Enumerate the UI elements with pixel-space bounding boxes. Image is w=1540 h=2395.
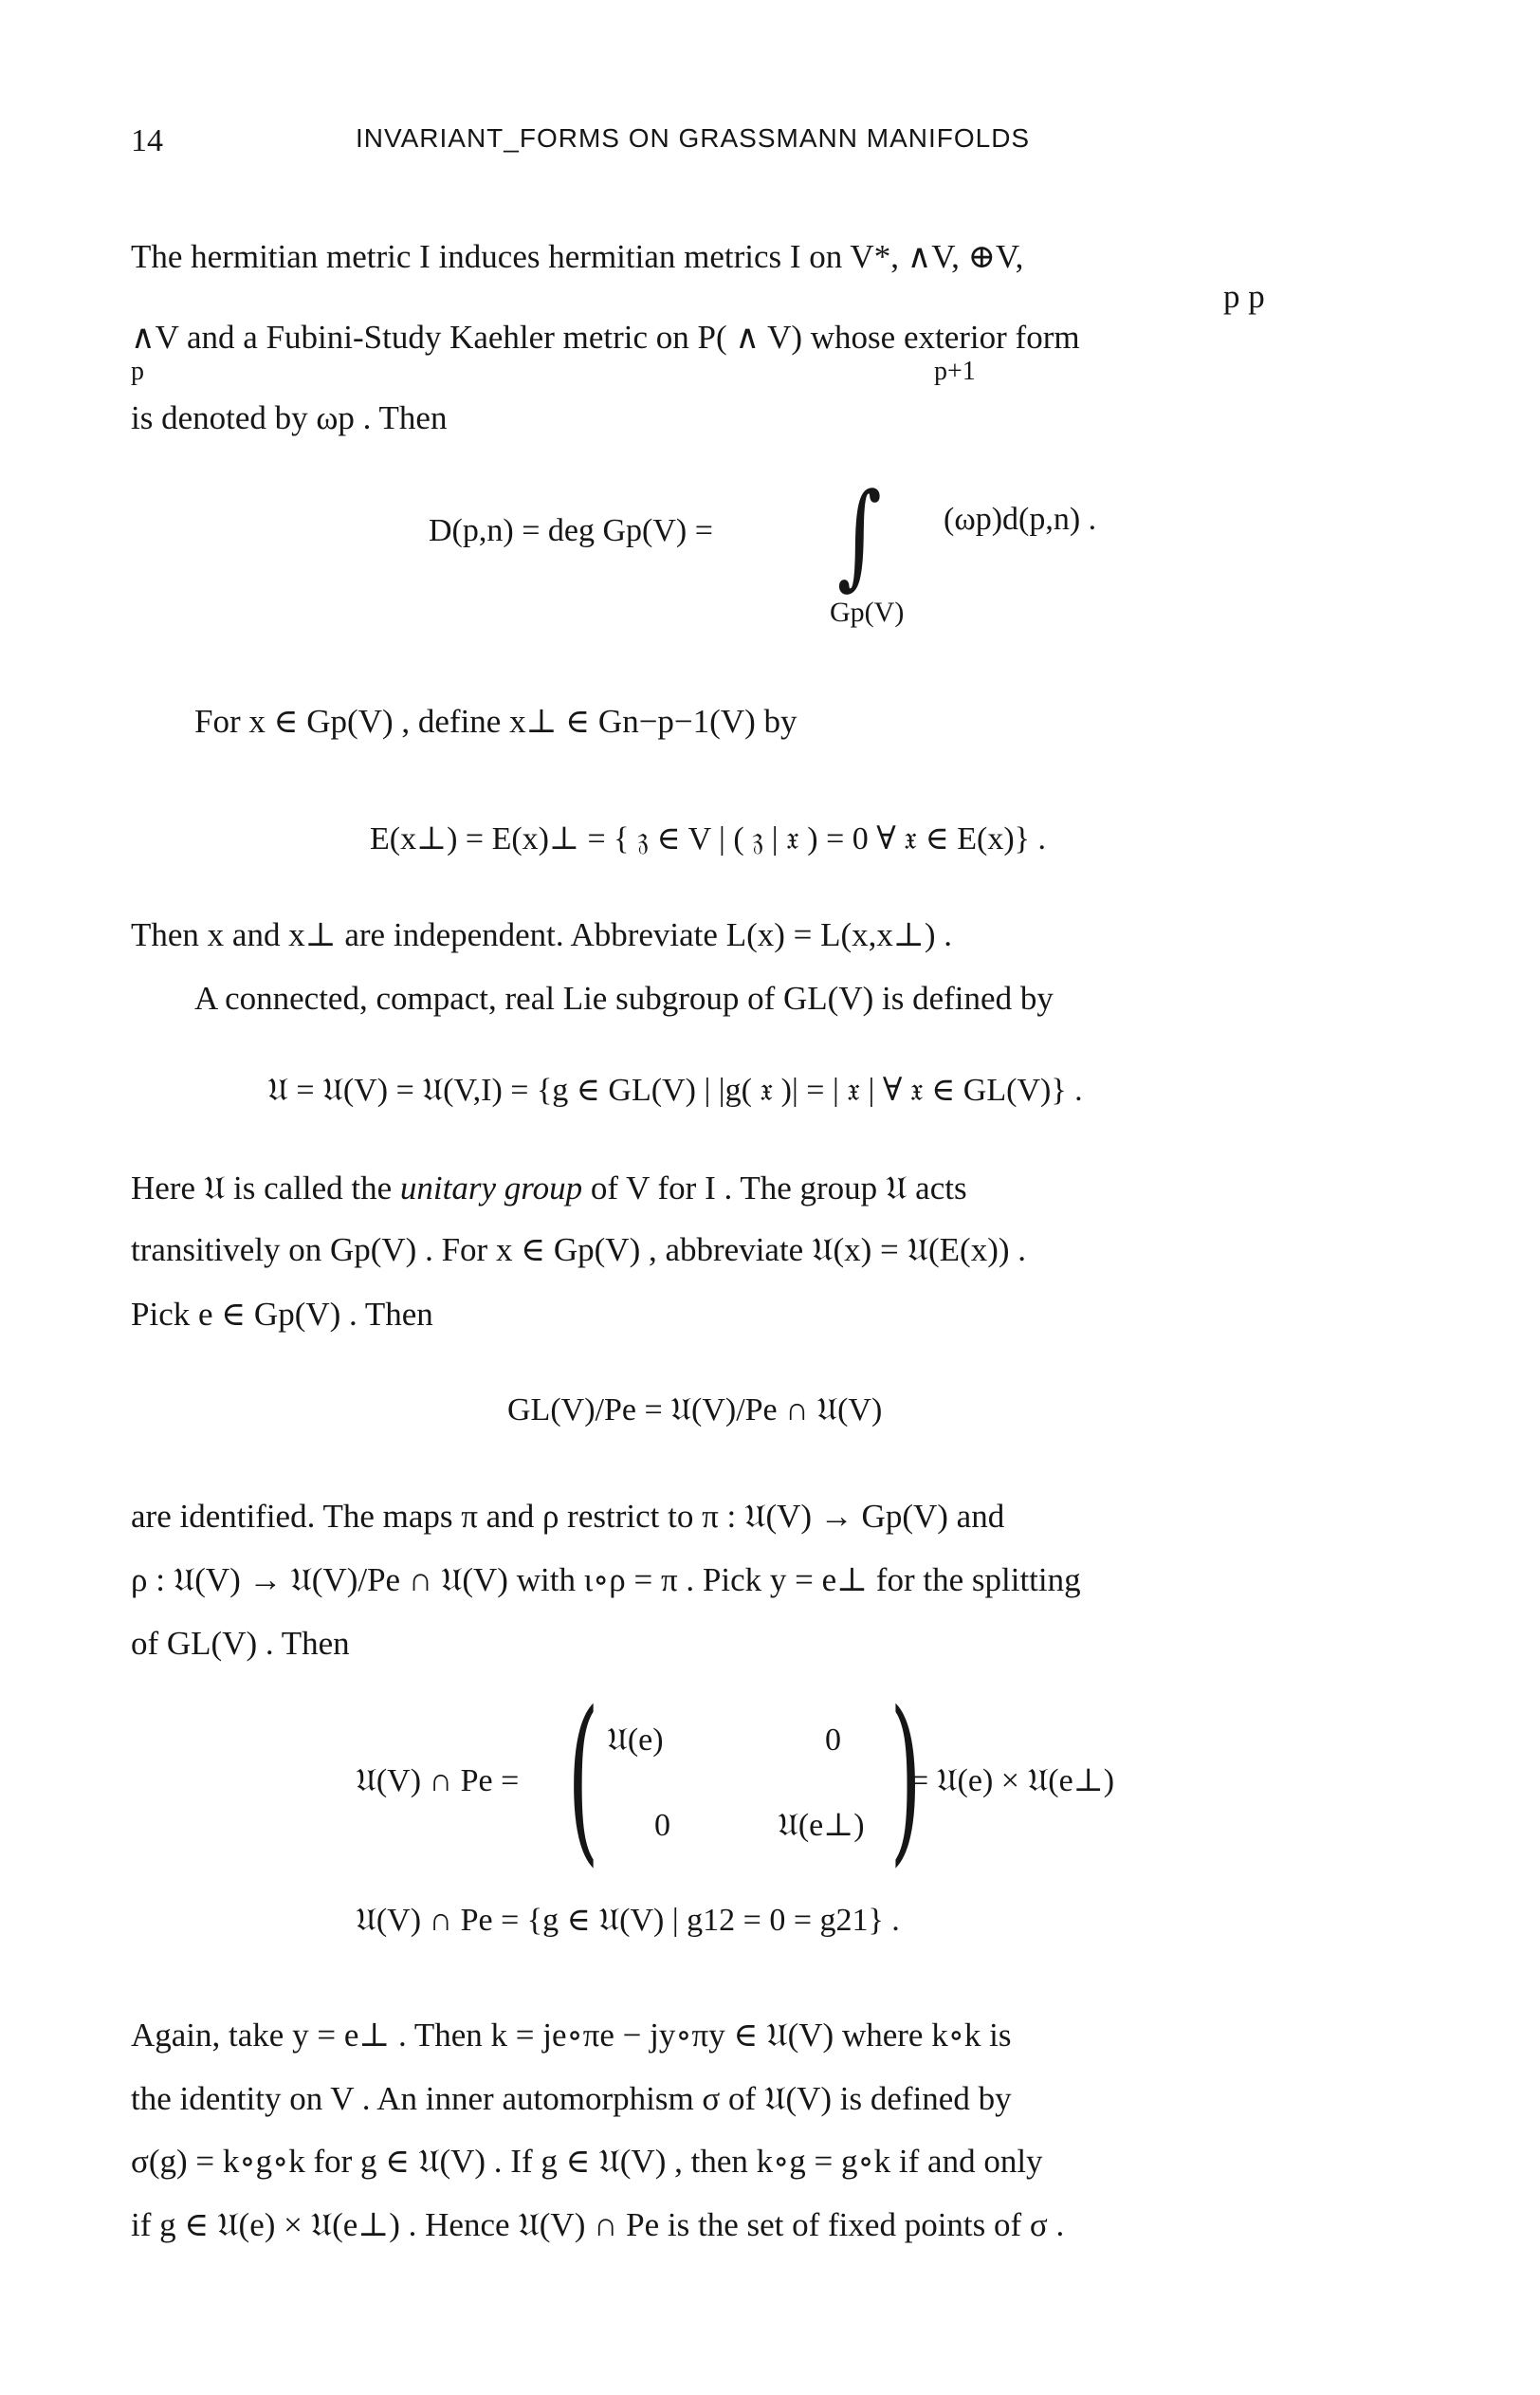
para1-line1: The hermitian metric I induces hermitian metrics I on V*, ∧V, ⊕V, — [131, 238, 1024, 275]
matrix-m22: 𝔘(e⊥) — [778, 1808, 865, 1843]
para4-line1-a: Here 𝔘 is called the — [131, 1170, 400, 1207]
page-number: 14 — [131, 123, 163, 158]
para4-line1 — [131, 1169, 967, 1208]
eq5-lhs: 𝔘(V) ∩ Pe = — [356, 1763, 520, 1798]
matrix-m11: 𝔘(e) — [607, 1723, 664, 1758]
para1-line3: is denoted by ωp . Then — [131, 399, 448, 436]
para1-line1-subscripts: p p — [1223, 278, 1265, 315]
para6-line1: Again, take y = e⊥ . Then k = je∘πe − jy∘πy ∈ 𝔘(V) where k∘k is — [131, 2017, 1012, 2054]
para6-line4: if g ∈ 𝔘(e) × 𝔘(e⊥) . Hence 𝔘(V) ∩ Pe is the set of fixed points of σ . — [131, 2206, 1065, 2243]
eq5-rhs: = 𝔘(e) × 𝔘(e⊥) — [910, 1763, 1115, 1798]
para1-line2: ∧V and a Fubini-Study Kaehler metric on P( ∧ V) whose exterior form — [131, 319, 1080, 356]
para1-line2-sub-p: p — [131, 357, 144, 386]
eq1-integrand: (ωp)d(p,n) . — [944, 502, 1097, 537]
integral-sign: ∫ — [836, 470, 882, 601]
eq6: 𝔘(V) ∩ Pe = {g ∈ 𝔘(V) | g12 = 0 = g21} . — [356, 1903, 900, 1938]
eq4: GL(V)/Pe = 𝔘(V)/Pe ∩ 𝔘(V) — [507, 1392, 883, 1428]
para6-line2: the identity on V . An inner automorphism σ of 𝔘(V) is defined by — [131, 2080, 1012, 2117]
eq1-lhs: D(p,n) = deg Gp(V) = — [429, 513, 713, 548]
para1-line2-sub-p1: p+1 — [934, 357, 976, 386]
matrix-left-paren: ( — [567, 1673, 599, 1883]
eq1-domain: Gp(V) — [830, 597, 905, 628]
matrix-m21: 0 — [654, 1808, 670, 1843]
para5-line2: ρ : 𝔘(V) → 𝔘(V)/Pe ∩ 𝔘(V) with ι∘ρ = π . Pick y = e⊥ for the splitting — [131, 1561, 1081, 1598]
eq2: E(x⊥) = E(x)⊥ = { 𝔷 ∈ V | ( 𝔷 | 𝔵 ) = 0 ∀ 𝔵 ∈ E(x)} . — [370, 821, 1046, 857]
para6-line3: σ(g) = k∘g∘k for g ∈ 𝔘(V) . If g ∈ 𝔘(V) , then k∘g = g∘k if and only — [131, 2143, 1043, 2180]
para4-line2: transitively on Gp(V) . For x ∈ Gp(V) , abbreviate 𝔘(x) = 𝔘(E(x)) . — [131, 1231, 1027, 1268]
para5-line1: are identified. The maps π and ρ restrict to π : 𝔘(V) → Gp(V) and — [131, 1498, 1005, 1535]
running-title: INVARIANT_FORMS ON GRASSMANN MANIFOLDS — [356, 123, 1031, 153]
para5-line3: of GL(V) . Then — [131, 1625, 350, 1662]
matrix-right-paren: ) — [889, 1673, 922, 1883]
para4-line1-em: unitary group — [399, 1170, 583, 1207]
para3-line1: Then x and x⊥ are independent. Abbreviate L(x) = L(x,x⊥) . — [131, 916, 952, 953]
para4-line1-b: of V for I . The group 𝔘 acts — [582, 1170, 967, 1207]
para4-line3: Pick e ∈ Gp(V) . Then — [131, 1296, 433, 1333]
eq3: 𝔘 = 𝔘(V) = 𝔘(V,I) = {g ∈ GL(V) | |g( 𝔵 )| = | 𝔵 | ∀ 𝔵 ∈ GL(V)} . — [267, 1073, 1083, 1108]
para3-line2: A connected, compact, real Lie subgroup of GL(V) is defined by — [194, 980, 1054, 1017]
matrix-m12: 0 — [825, 1723, 841, 1758]
para2-line1: For x ∈ Gp(V) , define x⊥ ∈ Gn−p−1(V) by — [194, 703, 798, 740]
